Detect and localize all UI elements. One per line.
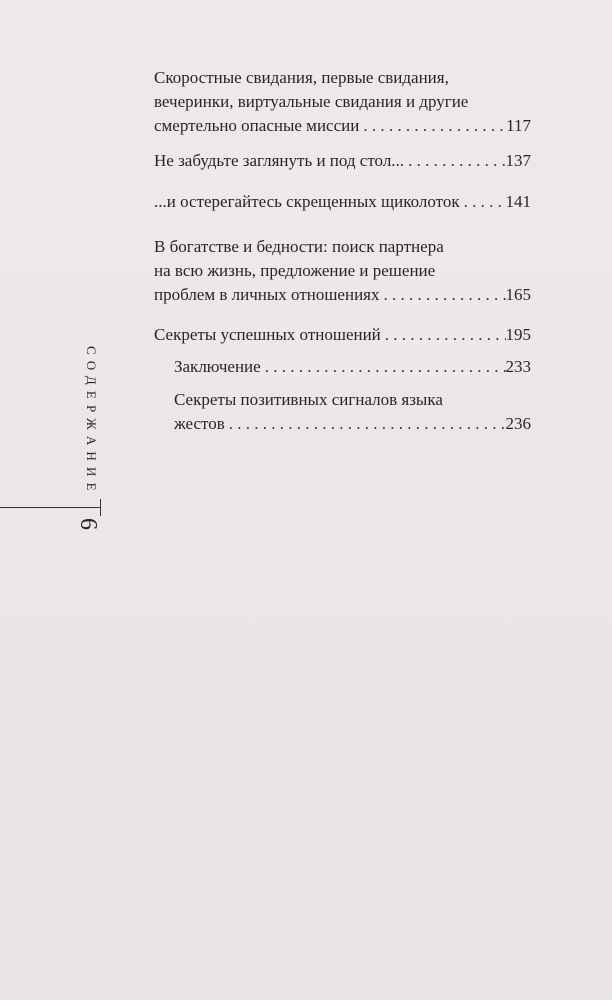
toc-page-number: 165: [505, 285, 531, 304]
running-head: [77, 346, 99, 496]
toc-page-number: 233: [505, 357, 531, 376]
toc-entry-title: Заключение: [174, 357, 261, 376]
toc-entry-title: Секреты успешных отношений: [154, 325, 381, 344]
toc-page-number: 195: [505, 325, 531, 344]
toc-entry-last-line: [154, 323, 531, 347]
dot-leader: [380, 283, 506, 307]
toc-entry[interactable]: [154, 149, 531, 173]
folio: [76, 518, 106, 546]
toc-subentry[interactable]: [154, 355, 531, 379]
toc-entry-title: смертельно опасные миссии: [154, 116, 360, 135]
toc-entry[interactable]: [154, 323, 531, 347]
margin-rule: [0, 507, 100, 508]
dot-leader: [381, 323, 506, 347]
section-label: СОДЕРЖАНИЕ: [84, 346, 99, 497]
table-of-contents: [154, 66, 531, 436]
toc-entry-last-line: [154, 149, 531, 173]
dot-leader: [359, 114, 506, 138]
toc-page-number: 137: [505, 151, 531, 170]
margin-rule-tick: [100, 499, 101, 516]
dot-leader: [261, 355, 506, 379]
toc-entry[interactable]: [154, 235, 531, 307]
toc-entry-title: Не забудьте заглянуть и под стол...: [154, 151, 405, 170]
toc-entry[interactable]: [154, 66, 531, 138]
toc-entry-line: В богатстве и бедности: поиск партнера: [154, 237, 444, 256]
toc-entry-title: жестов: [174, 414, 225, 433]
toc-page-number: 117: [506, 116, 531, 135]
toc-entry-last-line: [174, 355, 531, 379]
toc-entry-title: проблем в личных отношениях: [154, 285, 380, 304]
dot-leader: [460, 190, 506, 214]
toc-entry-line: Секреты позитивных сигналов языка: [174, 390, 443, 409]
toc-page-number: 236: [505, 414, 531, 433]
page-number: 6: [75, 518, 101, 530]
toc-entry[interactable]: [154, 190, 531, 214]
toc-entry-last-line: [154, 114, 531, 138]
toc-entry-last-line: [174, 412, 531, 436]
toc-entry-last-line: [154, 190, 531, 214]
toc-entry-last-line: [154, 283, 531, 307]
toc-entry-line: на всю жизнь, предложение и решение: [154, 261, 436, 280]
dot-leader: [404, 149, 505, 173]
toc-entry-title: ...и остерегайтесь скрещенных щиколоток: [154, 192, 460, 211]
toc-entry-line: Скоростные свидания, первые свидания,: [154, 68, 449, 87]
toc-page-number: 141: [505, 192, 531, 211]
toc-subentry[interactable]: [154, 388, 531, 436]
dot-leader: [225, 412, 506, 436]
toc-entry-line: вечеринки, виртуальные свидания и другие: [154, 92, 469, 111]
